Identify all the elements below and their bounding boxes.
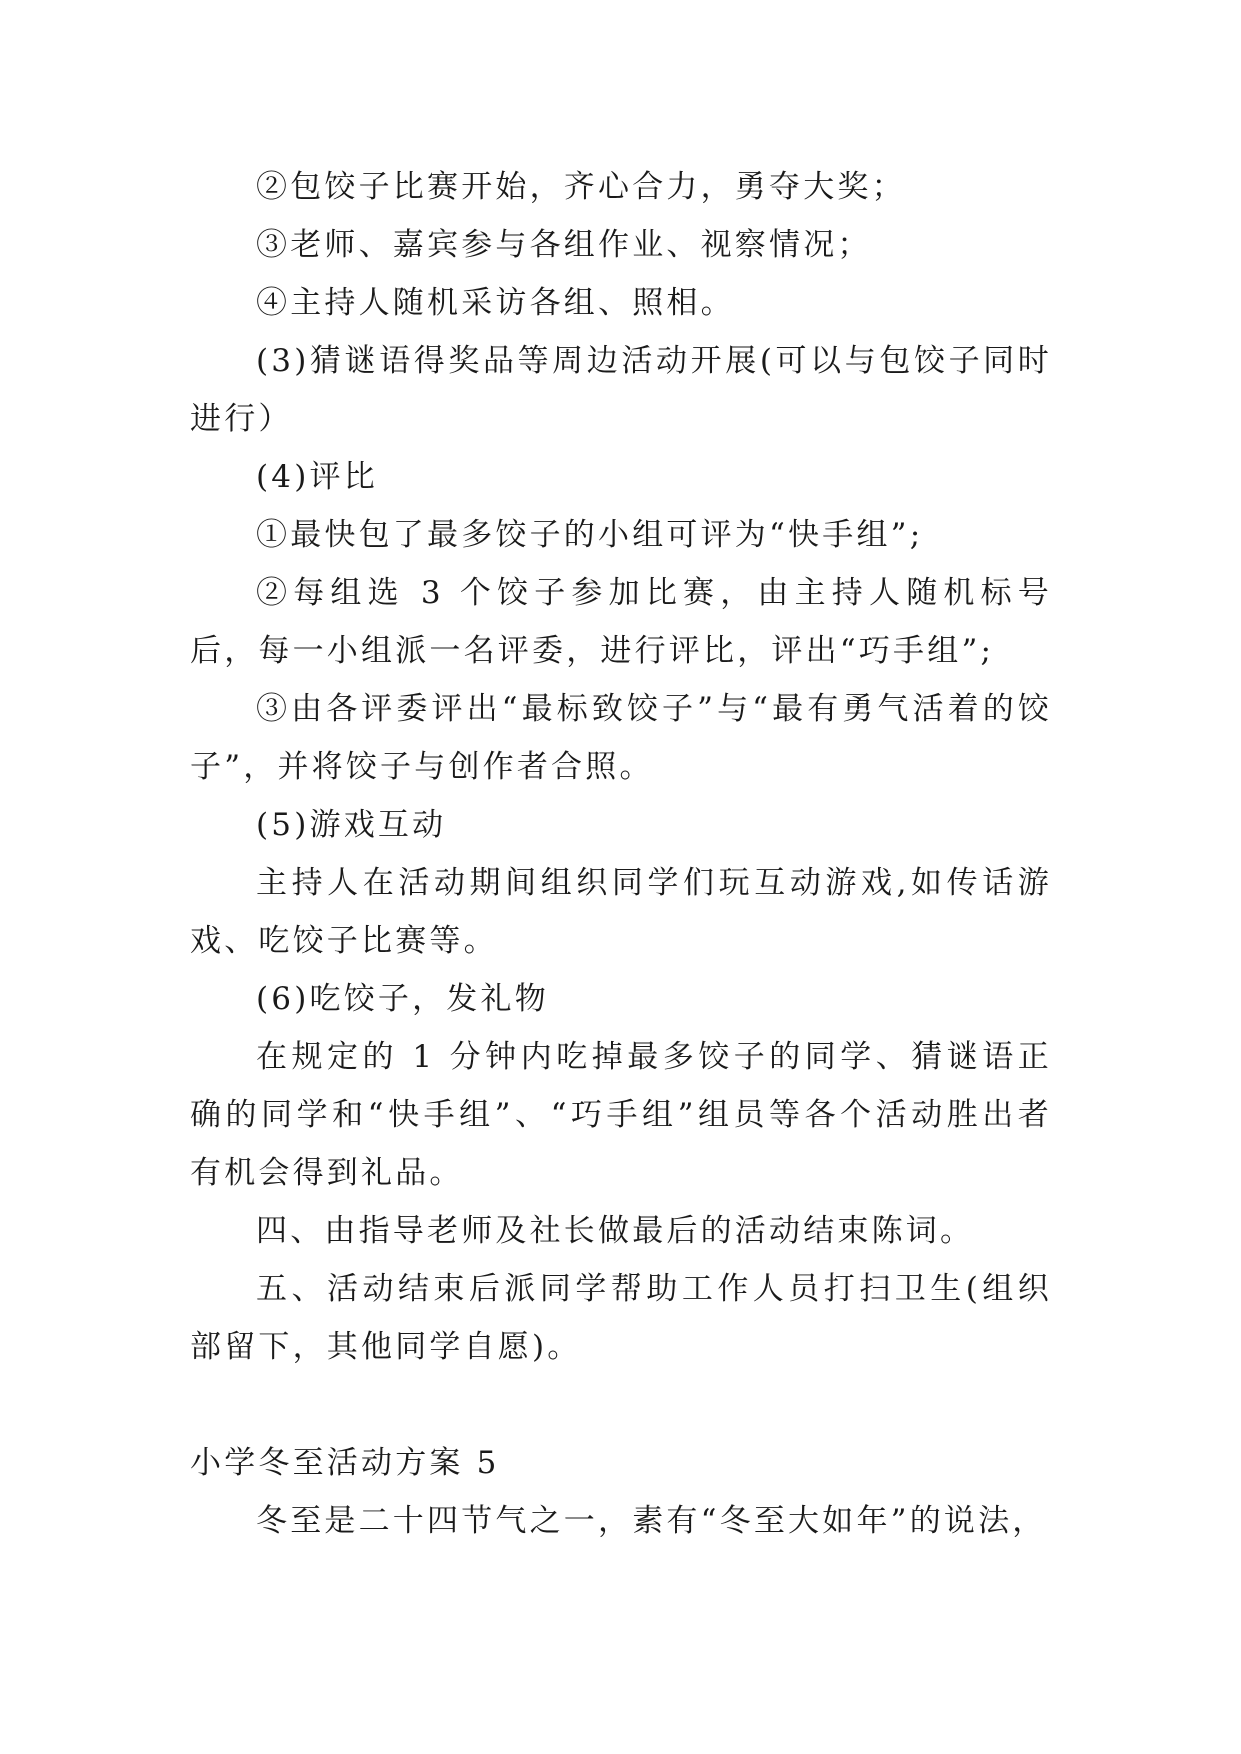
paragraph: 四、由指导老师及社长做最后的活动结束陈词。 bbox=[256, 1213, 975, 1249]
section-heading: 小学冬至活动方案 5 bbox=[190, 1445, 500, 1481]
paragraph: 在规定的 1 分钟内吃掉最多饺子的同学、猜谜语正确的同学和“快手组”、“巧手组”组员等各个活动胜出者有机会得到礼品。 bbox=[190, 1039, 1052, 1191]
paragraph: ②每组选 3 个饺子参加比赛，由主持人随机标号后，每一小组派一名评委，进行评比，评出“巧手组”; bbox=[190, 575, 1052, 669]
paragraph: ①最快包了最多饺子的小组可评为“快手组”; bbox=[256, 517, 924, 553]
paragraph: ③老师、嘉宾参与各组作业、视察情况； bbox=[256, 227, 872, 263]
paragraph: (4)评比 bbox=[256, 459, 378, 495]
paragraph: 冬至是二十四节气之一，素有“冬至大如年”的说法， bbox=[256, 1503, 1047, 1539]
paragraph: 主持人在活动期间组织同学们玩互动游戏,如传话游戏、吃饺子比赛等。 bbox=[190, 865, 1052, 959]
paragraph: 五、活动结束后派同学帮助工作人员打扫卫生(组织部留下，其他同学自愿)。 bbox=[190, 1271, 1052, 1365]
paragraph: ④主持人随机采访各组、照相。 bbox=[256, 285, 735, 321]
paragraph: (5)游戏互动 bbox=[256, 807, 447, 843]
paragraph: ②包饺子比赛开始，齐心合力，勇夺大奖； bbox=[256, 169, 906, 205]
paragraph: ③由各评委评出“最标致饺子”与“最有勇气活着的饺子”，并将饺子与创作者合照。 bbox=[190, 691, 1052, 785]
document-body bbox=[190, 158, 1052, 1550]
paragraph: (3)猜谜语得奖品等周边活动开展(可以与包饺子同时进行） bbox=[190, 343, 1052, 437]
paragraph: (6)吃饺子，发礼物 bbox=[256, 981, 549, 1017]
